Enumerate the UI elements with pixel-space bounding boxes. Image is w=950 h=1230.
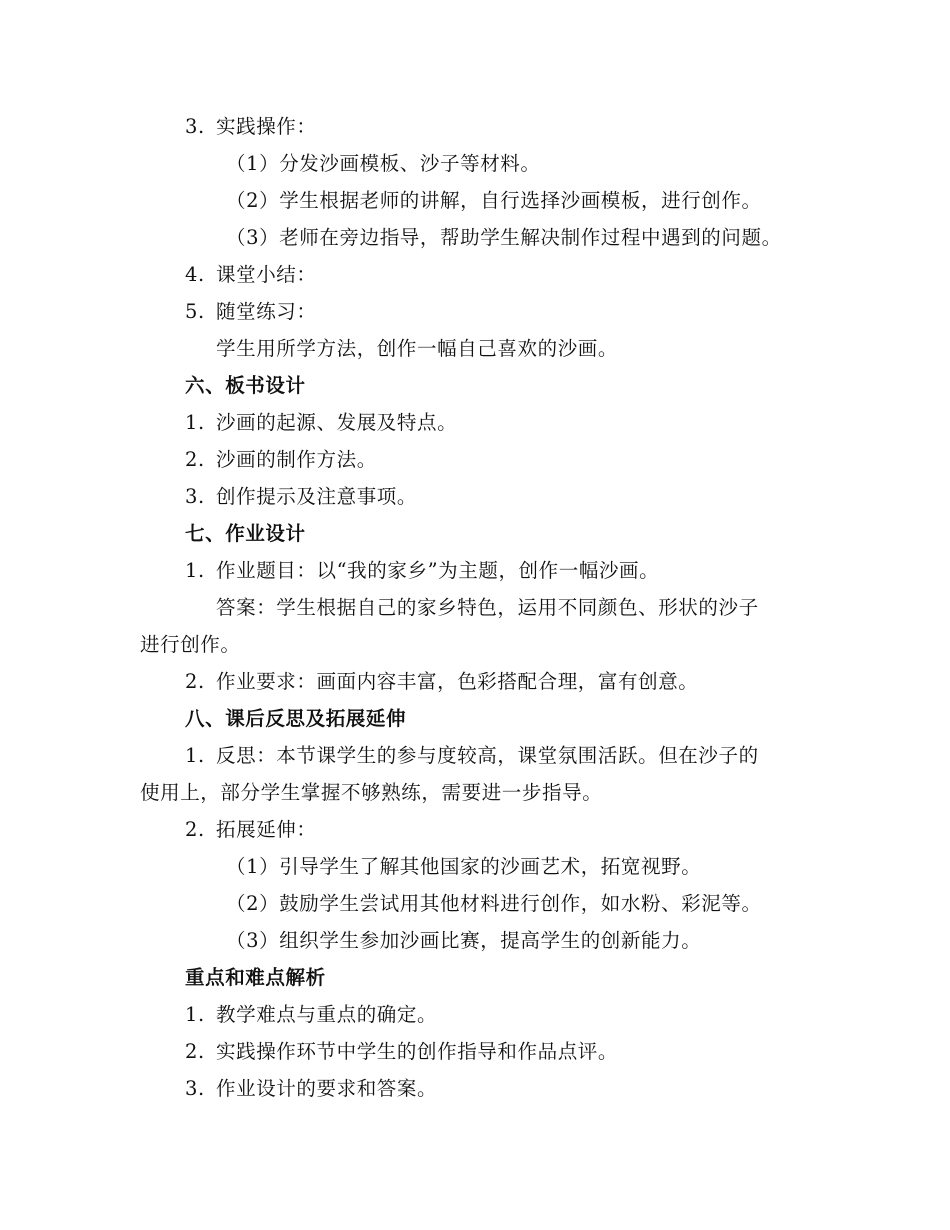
list-number: 2.	[185, 448, 205, 471]
homework-item-1	[185, 559, 659, 583]
section-heading-homework: 七、作业设计	[185, 522, 306, 545]
list-text: 实践操作环节中学生的创作指导和作品点评。	[216, 1040, 619, 1063]
keypoints-item-3	[185, 1077, 437, 1101]
reflection-item-1-line-2: 使用上，部分学生掌握不够熟练，需要进一步指导。	[140, 781, 603, 804]
list-text: 作业要求：画面内容丰富，色彩搭配合理，富有创意。	[216, 670, 699, 693]
list-number: 2.	[185, 670, 205, 693]
list-number: 1.	[185, 559, 205, 582]
homework-answer-line-2: 进行创作。	[140, 633, 241, 656]
list-text: 作业题目：以“我的家乡”为主题，创作一幅沙画。	[216, 559, 660, 582]
list-text: 作业设计的要求和答案。	[216, 1077, 438, 1100]
list-number: 1.	[185, 1003, 205, 1026]
list-text: 沙画的起源、发展及特点。	[216, 411, 458, 434]
board-item-2	[185, 448, 377, 472]
list-number: 3.	[185, 115, 205, 138]
list-text: 随堂练习：	[216, 300, 317, 323]
homework-item-2	[185, 670, 698, 694]
list-number: 3.	[185, 485, 205, 508]
board-item-1	[185, 411, 457, 435]
list-number: 2.	[185, 1040, 205, 1063]
section-heading-reflection: 八、课后反思及拓展延伸	[185, 707, 407, 730]
practice-item-5	[185, 300, 317, 324]
list-number: 5.	[185, 300, 205, 323]
practice-sub-3: （3）老师在旁边指导，帮助学生解决制作过程中遇到的问题。	[226, 226, 782, 249]
section-heading-keypoints: 重点和难点解析	[185, 966, 326, 989]
reflection-sub-1: （1）引导学生了解其他国家的沙画艺术，拓宽视野。	[226, 855, 702, 878]
list-text: 创作提示及注意事项。	[216, 485, 418, 508]
list-number: 1.	[185, 411, 205, 434]
list-text: 课堂小结：	[216, 263, 317, 286]
list-text: 拓展延伸：	[216, 818, 317, 841]
reflection-sub-3: （3）组织学生参加沙画比赛，提高学生的创新能力。	[226, 929, 702, 952]
keypoints-item-1	[185, 1003, 437, 1027]
section-heading-board: 六、板书设计	[185, 374, 306, 397]
homework-answer-line-1: 答案：学生根据自己的家乡特色，运用不同颜色、形状的沙子	[216, 596, 759, 619]
list-number: 3.	[185, 1077, 205, 1100]
list-text: 沙画的制作方法。	[216, 448, 377, 471]
board-item-3	[185, 485, 417, 509]
practice-sub-1: （1）分发沙画模板、沙子等材料。	[226, 152, 541, 175]
reflection-item-1-line-1	[185, 744, 759, 768]
practice-sub-2: （2）学生根据老师的讲解，自行选择沙画模板，进行创作。	[226, 189, 762, 212]
list-text: 反思：本节课学生的参与度较高，课堂氛围活跃。但在沙子的	[216, 744, 759, 767]
list-number: 2.	[185, 818, 205, 841]
list-number: 4.	[185, 263, 205, 286]
reflection-sub-2: （2）鼓励学生尝试用其他材料进行创作，如水粉、彩泥等。	[226, 892, 762, 915]
practice-item-4	[185, 263, 317, 287]
reflection-item-2	[185, 818, 317, 842]
list-text: 教学难点与重点的确定。	[216, 1003, 438, 1026]
list-number: 1.	[185, 744, 205, 767]
keypoints-item-2	[185, 1040, 618, 1064]
practice-item-3	[185, 115, 317, 139]
list-text: 实践操作：	[216, 115, 317, 138]
practice-exercise: 学生用所学方法，创作一幅自己喜欢的沙画。	[216, 337, 619, 360]
